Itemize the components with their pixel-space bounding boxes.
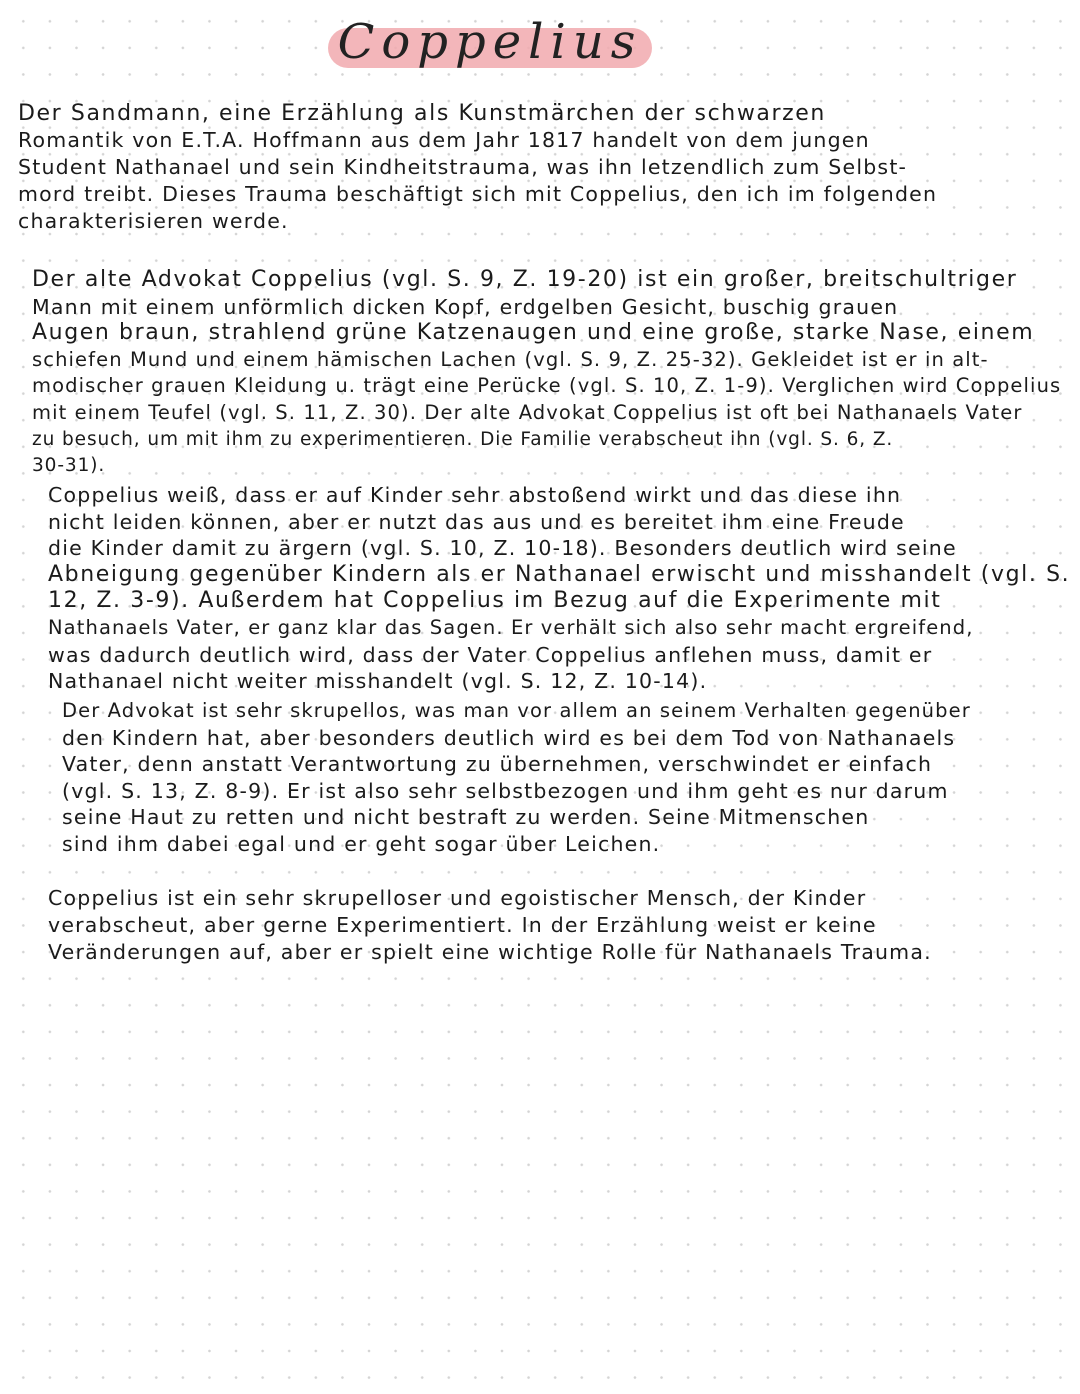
text-line: modischer grauen Kleidung u. trägt eine Perücke (vgl. S. 10, Z. 1-9). Verglichen wird Coppelius <box>32 374 1062 398</box>
text-line: Student Nathanael und sein Kindheitstrauma, was ihn letzendlich zum Selbst- <box>18 155 908 179</box>
title-text: Coppelius <box>337 14 643 70</box>
paragraph-introduction <box>18 100 937 235</box>
text-line: Abneigung gegenüber Kindern als er Nathanael erwischt und misshandelt (vgl. S. <box>48 561 1071 587</box>
text-line: 30-31). <box>32 455 106 477</box>
text-line: sind ihm dabei egal und er geht sogar über Leichen. <box>62 831 661 856</box>
text-line: (vgl. S. 13, Z. 8-9). Er ist also sehr selbstbezogen und ihm geht es nur darum <box>62 778 949 803</box>
text-line: die Kinder damit zu ärgern (vgl. S. 10, Z. 10-18). Besonders deutlich wird seine <box>48 536 957 561</box>
text-line: 12, Z. 3-9). Außerdem hat Coppelius im Bezug auf die Experimente mit <box>48 588 942 614</box>
text-line: Coppelius weiß, dass er auf Kinder sehr abstoßend wirkt und das diese ihn <box>48 483 902 507</box>
text-line: Der Advokat ist sehr skrupellos, was man vor allem an seinem Verhalten gegenüber <box>62 699 971 722</box>
text-line: Der alte Advokat Coppelius (vgl. S. 9, Z. 19-20) ist ein großer, breitschultriger <box>32 267 1018 292</box>
text-line: Vater, denn anstatt Verantwortung zu übernehmen, verschwindet er einfach <box>62 752 933 777</box>
paragraph-ruthlessness <box>62 698 971 858</box>
text-line: Augen braun, strahlend grüne Katzenaugen und eine große, starke Nase, einem <box>32 320 1035 346</box>
text-line: Veränderungen auf, aber er spielt eine wichtige Rolle für Nathanaels Trauma. <box>48 940 932 964</box>
text-line: verabscheut, aber gerne Experimentiert. In der Erzählung weist er keine <box>48 913 877 937</box>
page-title <box>0 14 1080 70</box>
text-line: Nathanael nicht weiter misshandelt (vgl. S. 12, Z. 10-14). <box>48 669 708 694</box>
text-line: Nathanaels Vater, er ganz klar das Sagen. Er verhält sich also sehr macht ergreifend, <box>48 615 974 639</box>
text-line: nicht leiden können, aber er nutzt das aus und es bereitet ihm eine Freude <box>48 509 905 534</box>
text-line: mord treibt. Dieses Trauma beschäftigt sich mit Coppelius, den ich im folgenden <box>18 182 938 206</box>
title-highlight <box>328 14 653 70</box>
paragraph-behaviour <box>48 482 1070 695</box>
text-line: den Kindern hat, aber besonders deutlich wird es bei dem Tod von Nathanaels <box>62 725 956 750</box>
text-line: schiefen Mund und einem hämischen Lachen (vgl. S. 9, Z. 25-32). Gekleidet ist er in alt- <box>32 347 989 371</box>
text-line: Romantik von E.T.A. Hoffmann aus dem Jahr 1817 handelt von dem jungen <box>18 128 870 152</box>
text-line: charakterisieren werde. <box>18 209 289 233</box>
text-line: Coppelius ist ein sehr skrupelloser und egoistischer Mensch, der Kinder <box>48 886 867 910</box>
text-line: seine Haut zu retten und nicht bestraft zu werden. Seine Mitmenschen <box>62 805 870 830</box>
text-line: Der Sandmann, eine Erzählung als Kunstmärchen der schwarzen <box>18 101 826 126</box>
text-line: Mann mit einem unförmlich dicken Kopf, erdgelben Gesicht, buschig grauen <box>32 294 899 319</box>
text-line: was dadurch deutlich wird, dass der Vater Coppelius anflehen muss, damit er <box>48 642 933 667</box>
paragraph-conclusion <box>48 885 932 966</box>
text-line: mit einem Teufel (vgl. S. 11, Z. 30). Der alte Advokat Coppelius ist oft bei Nathanaels Vater <box>32 400 1023 424</box>
paragraph-appearance <box>32 267 1061 480</box>
text-line: zu besuch, um mit ihm zu experimentieren. Die Familie verabscheut ihn (vgl. S. 6, Z. <box>32 428 894 450</box>
